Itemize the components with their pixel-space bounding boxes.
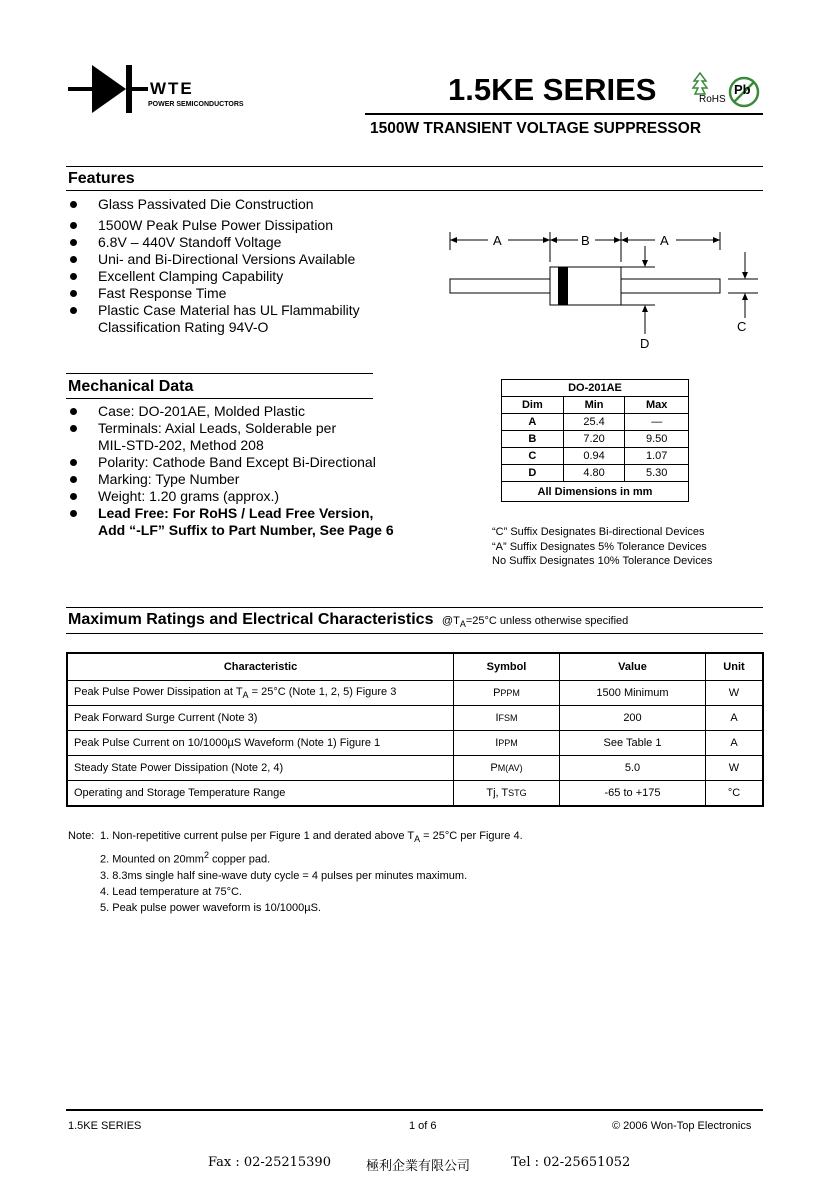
do201ae-outline-drawing — [440, 222, 770, 352]
table-row — [502, 448, 689, 465]
table-cell: Tj, TSTG — [454, 781, 560, 807]
table-row — [67, 756, 763, 781]
note-item: 2. Mounted on $20mm^2$ copper pad. — [100, 850, 271, 866]
list-item: Excellent Clamping Capability — [68, 268, 428, 285]
list-item: Case: DO-201AE, Molded Plastic — [68, 403, 428, 420]
features-bottom-rule — [66, 190, 763, 191]
table-cell: 5.0 — [560, 756, 706, 781]
table-cell: B — [502, 431, 564, 448]
column-header: Value — [560, 653, 706, 681]
wte-logo — [68, 63, 248, 115]
table-row — [67, 681, 763, 706]
ratings-bottom-rule — [66, 633, 763, 634]
notes — [68, 828, 523, 916]
ratings-top-rule — [66, 607, 763, 608]
table-cell: A — [706, 706, 764, 731]
table-cell: W — [706, 681, 764, 706]
footer-rule — [66, 1109, 763, 1111]
list-item: Polarity: Cathode Band Except Bi-Directional — [68, 454, 428, 471]
package-outline-diagram — [440, 222, 770, 352]
ratings-condition: $@T_A=25^\circ C$ unless otherwise specified — [441, 615, 629, 630]
pb-free-badge — [728, 76, 760, 108]
table-cell: Steady State Power Dissipation (Note 2, 4) — [67, 756, 454, 781]
series-title: 1.5KE SERIES — [448, 72, 657, 107]
rohs-label: RoHS — [699, 94, 726, 105]
list-item: Classification Rating 94V-O — [98, 319, 269, 335]
footer-series: 1.5KE SERIES — [68, 1120, 142, 1132]
list-item: Marking: Type Number — [68, 471, 428, 488]
table-cell: 4.80 — [563, 465, 625, 482]
table-cell: Operating and Storage Temperature Range — [67, 781, 454, 807]
dim-label-c: C — [737, 319, 747, 334]
table-row — [67, 731, 763, 756]
list-item: Plastic Case Material has UL Flammability — [68, 302, 428, 319]
company-name: 極利企業有限公司 — [366, 1159, 471, 1174]
note-item: 5. Peak pulse power waveform is 10/1000µS. — [100, 901, 321, 914]
list-item: MIL-STD-202, Method 208 — [98, 437, 264, 453]
list-item: Fast Response Time — [68, 285, 428, 302]
pb-label: Pb — [734, 82, 751, 97]
table-cell: Peak Pulse Power Dissipation at $T_A = 25^\circ C$ (Note 1, 2, 5) Figure 3 — [67, 681, 454, 706]
table-cell: 200 — [560, 706, 706, 731]
list-item: Uni- and Bi-Directional Versions Available — [68, 251, 428, 268]
suffix-note: “C” Suffix Designates Bi-directional Devices — [492, 526, 705, 538]
dim-label-b: B — [581, 233, 590, 248]
ratings-table — [66, 652, 764, 807]
tel-number: Tel : 02-25651052 — [511, 1155, 631, 1170]
suffix-note: “A” Suffix Designates 5% Tolerance Devices — [492, 540, 707, 553]
table-cell: — — [625, 414, 689, 431]
brand-name: WTE — [150, 79, 194, 98]
notes-label: Note: — [68, 830, 95, 842]
table-cell: A — [502, 414, 564, 431]
table-cell: PM(AV) — [454, 756, 560, 781]
dim-label-a-left: A — [493, 233, 502, 248]
note-item: 1. Non-repetitive current pulse per Figure 1 and derated above $T_A = 25^\circ C$ per Figure 4. — [100, 830, 523, 845]
table-cell: °C — [706, 781, 764, 807]
footer-copyright: © 2006 Won-Top Electronics — [612, 1120, 752, 1132]
table-cell: -65 to +175 — [560, 781, 706, 807]
ratings-heading-line — [68, 611, 628, 629]
mechanical-bottom-rule — [66, 398, 373, 399]
table-cell: 25.4 — [563, 414, 625, 431]
table-cell: W — [706, 756, 764, 781]
list-item: Weight: 1.20 grams (approx.) — [68, 488, 428, 505]
list-item: 6.8V – 440V Standoff Voltage — [68, 234, 428, 251]
table-row — [67, 706, 763, 731]
features-top-rule — [66, 166, 763, 167]
table-cell: A — [706, 731, 764, 756]
diode-logo-icon — [68, 63, 148, 115]
table-cell: 9.50 — [625, 431, 689, 448]
dimension-table-footer: All Dimensions in mm — [502, 482, 689, 502]
table-cell: 1.07 — [625, 448, 689, 465]
column-header: Characteristic — [67, 653, 454, 681]
brand-subtitle: POWER SEMICONDUCTORS — [148, 101, 244, 108]
suffix-note: No Suffix Designates 10% Tolerance Devices — [492, 555, 713, 567]
list-item: Terminals: Axial Leads, Solderable per — [68, 420, 428, 437]
dimension-table-title: DO-201AE — [502, 380, 689, 397]
column-header: Max — [625, 397, 689, 414]
features-list — [68, 196, 428, 336]
fax-number: Fax : 02-25215390 — [208, 1155, 331, 1170]
page-subtitle: 1500W TRANSIENT VOLTAGE SUPPRESSOR — [370, 120, 702, 137]
ratings-heading: Maximum Ratings and Electrical Characteristics — [68, 611, 434, 628]
table-cell: 1500 Minimum — [560, 681, 706, 706]
table-cell: 0.94 — [563, 448, 625, 465]
table-cell: Peak Pulse Current on 10/1000µS Waveform (Note 1) Figure 1 — [67, 731, 454, 756]
table-cell: 7.20 — [563, 431, 625, 448]
note-item: 3. 8.3ms single half sine-wave duty cycle = 4 pulses per minutes maximum. — [100, 869, 468, 882]
table-cell: 5.30 — [625, 465, 689, 482]
features-heading: Features — [68, 170, 135, 187]
column-header: Unit — [706, 653, 764, 681]
rohs-badge — [688, 72, 726, 110]
table-row — [502, 431, 689, 448]
table-cell: C — [502, 448, 564, 465]
table-row — [502, 414, 689, 431]
table-cell: IFSM — [454, 706, 560, 731]
column-header: Dim — [502, 397, 564, 414]
table-cell: See Table 1 — [560, 731, 706, 756]
table-row — [502, 465, 689, 482]
table-row — [67, 781, 763, 807]
mechanical-list — [68, 403, 428, 539]
list-item: Lead Free: For RoHS / Lead Free Version, — [68, 505, 428, 522]
list-item: Glass Passivated Die Construction — [68, 196, 428, 213]
column-header: Symbol — [454, 653, 560, 681]
note-item: 4. Lead temperature at 75°C. — [100, 885, 242, 898]
mechanical-rule — [66, 373, 373, 374]
column-header: Min — [563, 397, 625, 414]
table-cell: Peak Forward Surge Current (Note 3) — [67, 706, 454, 731]
list-item: 1500W Peak Pulse Power Dissipation — [68, 217, 428, 234]
dim-label-a-right: A — [660, 233, 669, 248]
table-cell: IPPM — [454, 731, 560, 756]
header-rule — [365, 113, 763, 115]
footer-page-number: 1 of 6 — [409, 1120, 437, 1132]
table-cell: PPPM — [454, 681, 560, 706]
list-item: Add “-LF” Suffix to Part Number, See Page 6 — [98, 522, 394, 538]
mechanical-heading: Mechanical Data — [68, 378, 194, 395]
table-cell: D — [502, 465, 564, 482]
dimension-table — [501, 379, 689, 502]
suffix-notes — [492, 525, 712, 569]
dim-label-d: D — [640, 336, 650, 351]
